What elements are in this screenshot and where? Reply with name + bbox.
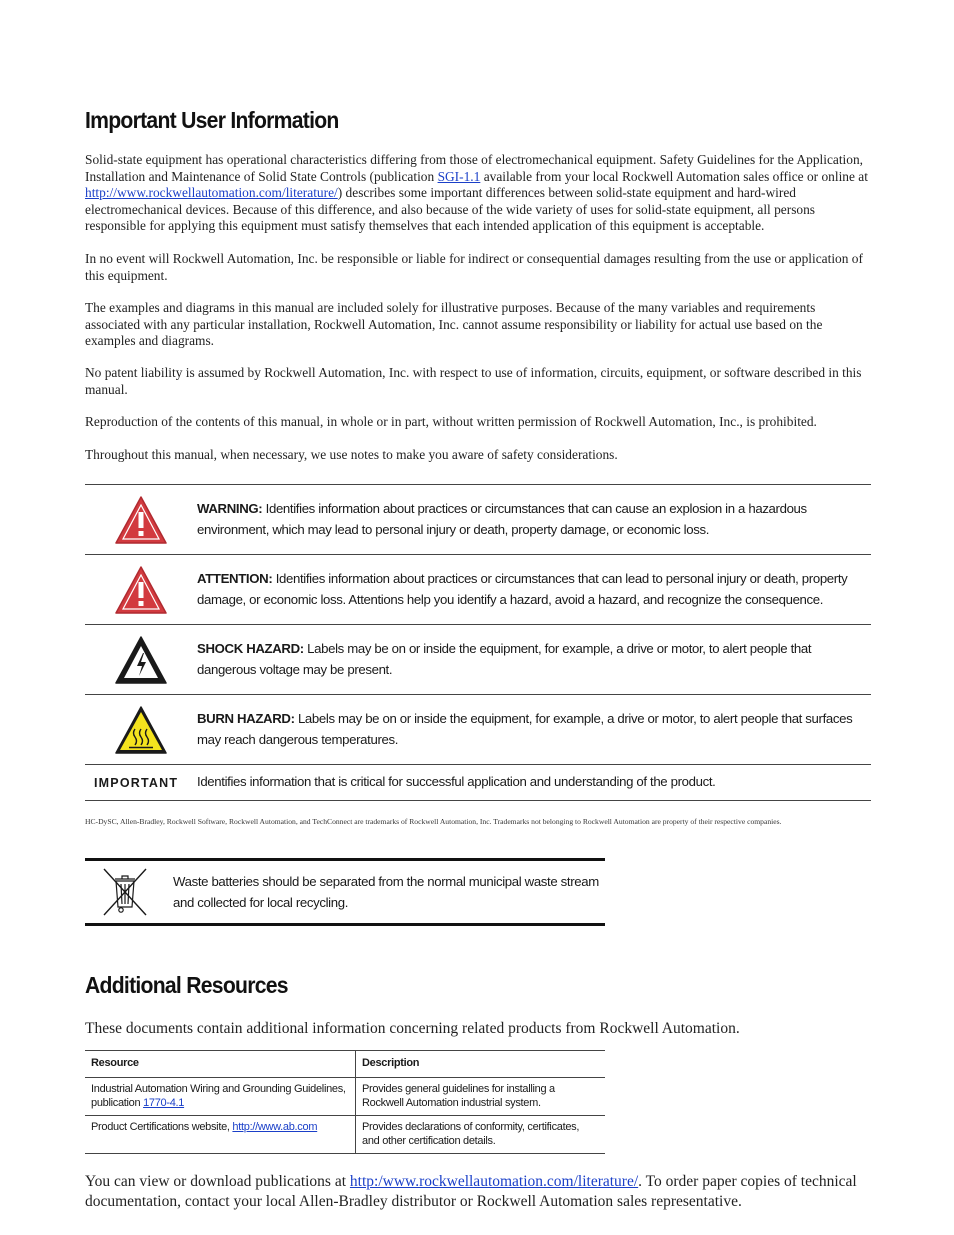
crossed-out-wheeled-bin-icon bbox=[85, 867, 165, 917]
battery-notice bbox=[85, 858, 605, 926]
ab-com-link[interactable]: http://www.ab.com bbox=[232, 1121, 318, 1133]
paragraph-patent: No patent liability is assumed by Rockwell Automation, Inc. with respect to use of information, circuits, equipment, or software described in this manual. bbox=[85, 365, 862, 397]
shock-hazard-icon bbox=[85, 634, 197, 686]
safety-notes-table bbox=[85, 484, 871, 801]
resources-table bbox=[85, 1050, 605, 1154]
publication-1770-4-1-link[interactable]: 1770-4.1 bbox=[143, 1097, 185, 1109]
paragraph-liability: In no event will Rockwell Automation, Inc. be responsible or liable for indirect or consequential damages resulting from the use or application of this equipment. bbox=[85, 251, 863, 283]
attention-text: ATTENTION: Identifies information about practices or circumstances that can lead to personal injury or death, property damage, or economic loss. Attentions help you identify a hazard, avoid a hazard, and recognize the consequence. bbox=[197, 571, 848, 607]
battery-notice-text: Waste batteries should be separated from the normal municipal waste stream and collected for local recycling. bbox=[173, 874, 599, 910]
burn-hazard-icon bbox=[85, 704, 197, 756]
shock-hazard-text: SHOCK HAZARD: Labels may be on or inside the equipment, for example, a drive or motor, to alert people that dangerous voltage may be present. bbox=[197, 641, 812, 677]
burn-hazard-text: BURN HAZARD: Labels may be on or inside the equipment, for example, a drive or motor, to alert people that surfaces may reach dangerous temperatures. bbox=[197, 711, 853, 747]
paragraph-safety-notes: Throughout this manual, when necessary, we use notes to make you aware of safety considerations. bbox=[85, 447, 618, 462]
attention-icon bbox=[85, 564, 197, 616]
safety-row-shock-hazard bbox=[85, 625, 871, 695]
table-header-row bbox=[85, 1051, 605, 1078]
paragraph-solid-state: Solid-state equipment has operational characteristics differing from those of electromechanical equipment. Safety Guidelines for the Application, Installation and Maintenance of Solid State Controls (publication SGI-1.1 available from your local Rockwell Automation sales office or online at http://www.rockwellautomation.com/literature/) describes some important differences between solid-state equipment and hard-wired electromechanical devices. Because of this difference, and also because of the wide variety of uses for solid-state equipment, all persons responsible for applying this equipment must satisfy themselves that each intended application of this equipment is acceptable. bbox=[85, 152, 868, 234]
literature-url-link[interactable]: http://www.rockwellautomation.com/literature/ bbox=[85, 185, 338, 201]
safety-row-burn-hazard bbox=[85, 695, 871, 765]
trademark-notice: HC-DySC, Allen-Bradley, Rockwell Software, Rockwell Automation, and TechConnect are trademarks of Rockwell Automation, Inc. Trademarks not belonging to Rockwell Automation are property of their respective companies. bbox=[85, 817, 782, 826]
resource-cell: Industrial Automation Wiring and Grounding Guidelines, publication 1770-4.1 bbox=[85, 1078, 356, 1116]
column-header-resource: Resource bbox=[85, 1051, 356, 1078]
safety-row-important bbox=[85, 765, 871, 801]
resource-cell: Product Certifications website, http://www.ab.com bbox=[85, 1116, 356, 1154]
table-row bbox=[85, 1116, 605, 1154]
table-row bbox=[85, 1078, 605, 1116]
sgi-1-1-link[interactable]: SGI-1.1 bbox=[437, 168, 481, 184]
literature-download-link[interactable]: http:/www.rockwellautomation.com/literature/ bbox=[349, 1173, 639, 1190]
important-user-information-heading: Important User Information bbox=[85, 107, 339, 133]
paragraph-examples: The examples and diagrams in this manual are included solely for illustrative purposes. Because of the many variables and requirements associated with any particular installation, Rockwell Automation, Inc. cannot assume responsibility or liability for actual use based on the examples and diagrams. bbox=[85, 300, 823, 349]
paragraph-reproduction: Reproduction of the contents of this manual, in whole or in part, without written permission of Rockwell Automation, Inc., is prohibited. bbox=[85, 414, 817, 429]
additional-resources-heading: Additional Resources bbox=[85, 972, 288, 998]
additional-resources-intro: These documents contain additional information concerning related products from Rockwell Automation. bbox=[85, 1020, 740, 1037]
description-cell: Provides general guidelines for installing a Rockwell Automation industrial system. bbox=[356, 1078, 606, 1116]
description-cell: Provides declarations of conformity, certificates, and other certification details. bbox=[356, 1116, 606, 1154]
warning-icon bbox=[85, 494, 197, 546]
closing-paragraph: You can view or download publications at http:/www.rockwellautomation.com/literature/. To order paper copies of technical documentation, contact your local Allen-Bradley distributor or Rockwell Automation sales representative. bbox=[85, 1173, 857, 1210]
column-header-description: Description bbox=[356, 1051, 606, 1078]
warning-text: WARNING: Identifies information about practices or circumstances that can cause an explosion in a hazardous environment, which may lead to personal injury or death, property damage, or economic loss. bbox=[197, 501, 807, 537]
important-text: Identifies information that is critical for successful application and understanding of the product. bbox=[197, 774, 716, 790]
safety-row-warning bbox=[85, 485, 871, 555]
important-label: IMPORTANT bbox=[94, 775, 179, 790]
safety-row-attention bbox=[85, 555, 871, 625]
